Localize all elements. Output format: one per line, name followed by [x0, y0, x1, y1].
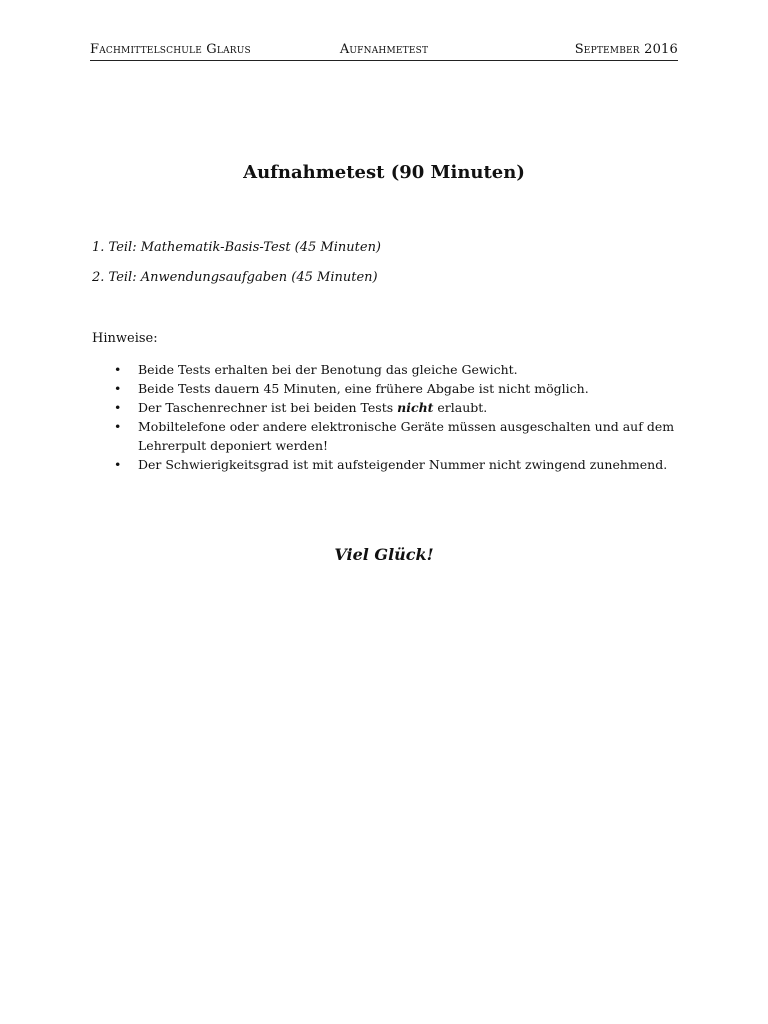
header-divider [90, 60, 678, 61]
note-text: Der Schwierigkeitsgrad ist mit aufsteigender Nummer nicht zwingend zunehmend. [138, 457, 668, 472]
bullet-icon: • [114, 362, 122, 377]
note-text-after: erlaubt. [433, 400, 488, 415]
page-title: Aufnahmetest (90 Minuten) [243, 162, 525, 183]
bullet-icon: • [114, 400, 122, 415]
notes-list-item [92, 379, 678, 398]
note-text: Beide Tests erhalten bei der Benotung das gleiche Gewicht. [138, 362, 518, 377]
note-text-before: Der Taschenrechner ist bei beiden Tests [138, 400, 398, 415]
test-part-2: 2. Teil: Anwendungsaufgaben (45 Minuten) [92, 270, 378, 285]
note-emphasis: nicht [397, 400, 434, 415]
header-document-type: Aufnahmetest [339, 42, 429, 57]
notes-list [92, 360, 678, 474]
note-text-line-2: Lehrerpult deponiert werden! [138, 438, 329, 453]
bullet-icon: • [114, 381, 122, 396]
notes-list-item [92, 417, 678, 455]
test-part-1: 1. Teil: Mathematik-Basis-Test (45 Minuten) [92, 240, 382, 255]
bullet-icon: • [114, 457, 122, 472]
closing-message: Viel Glück! [334, 545, 434, 564]
notes-list-item [92, 360, 678, 379]
page-header [90, 42, 678, 60]
header-date: September 2016 [574, 42, 678, 57]
note-text-line-1: Mobiltelefone oder andere elektronische Geräte müssen ausgeschalten und auf dem [138, 419, 675, 434]
bullet-icon: • [114, 419, 122, 434]
notes-heading: Hinweise: [92, 331, 158, 346]
header-school-name: Fachmittelschule Glarus [90, 42, 251, 57]
notes-list-item [92, 398, 678, 417]
notes-list-item [92, 455, 678, 474]
note-text: Beide Tests dauern 45 Minuten, eine frühere Abgabe ist nicht möglich. [138, 381, 589, 396]
